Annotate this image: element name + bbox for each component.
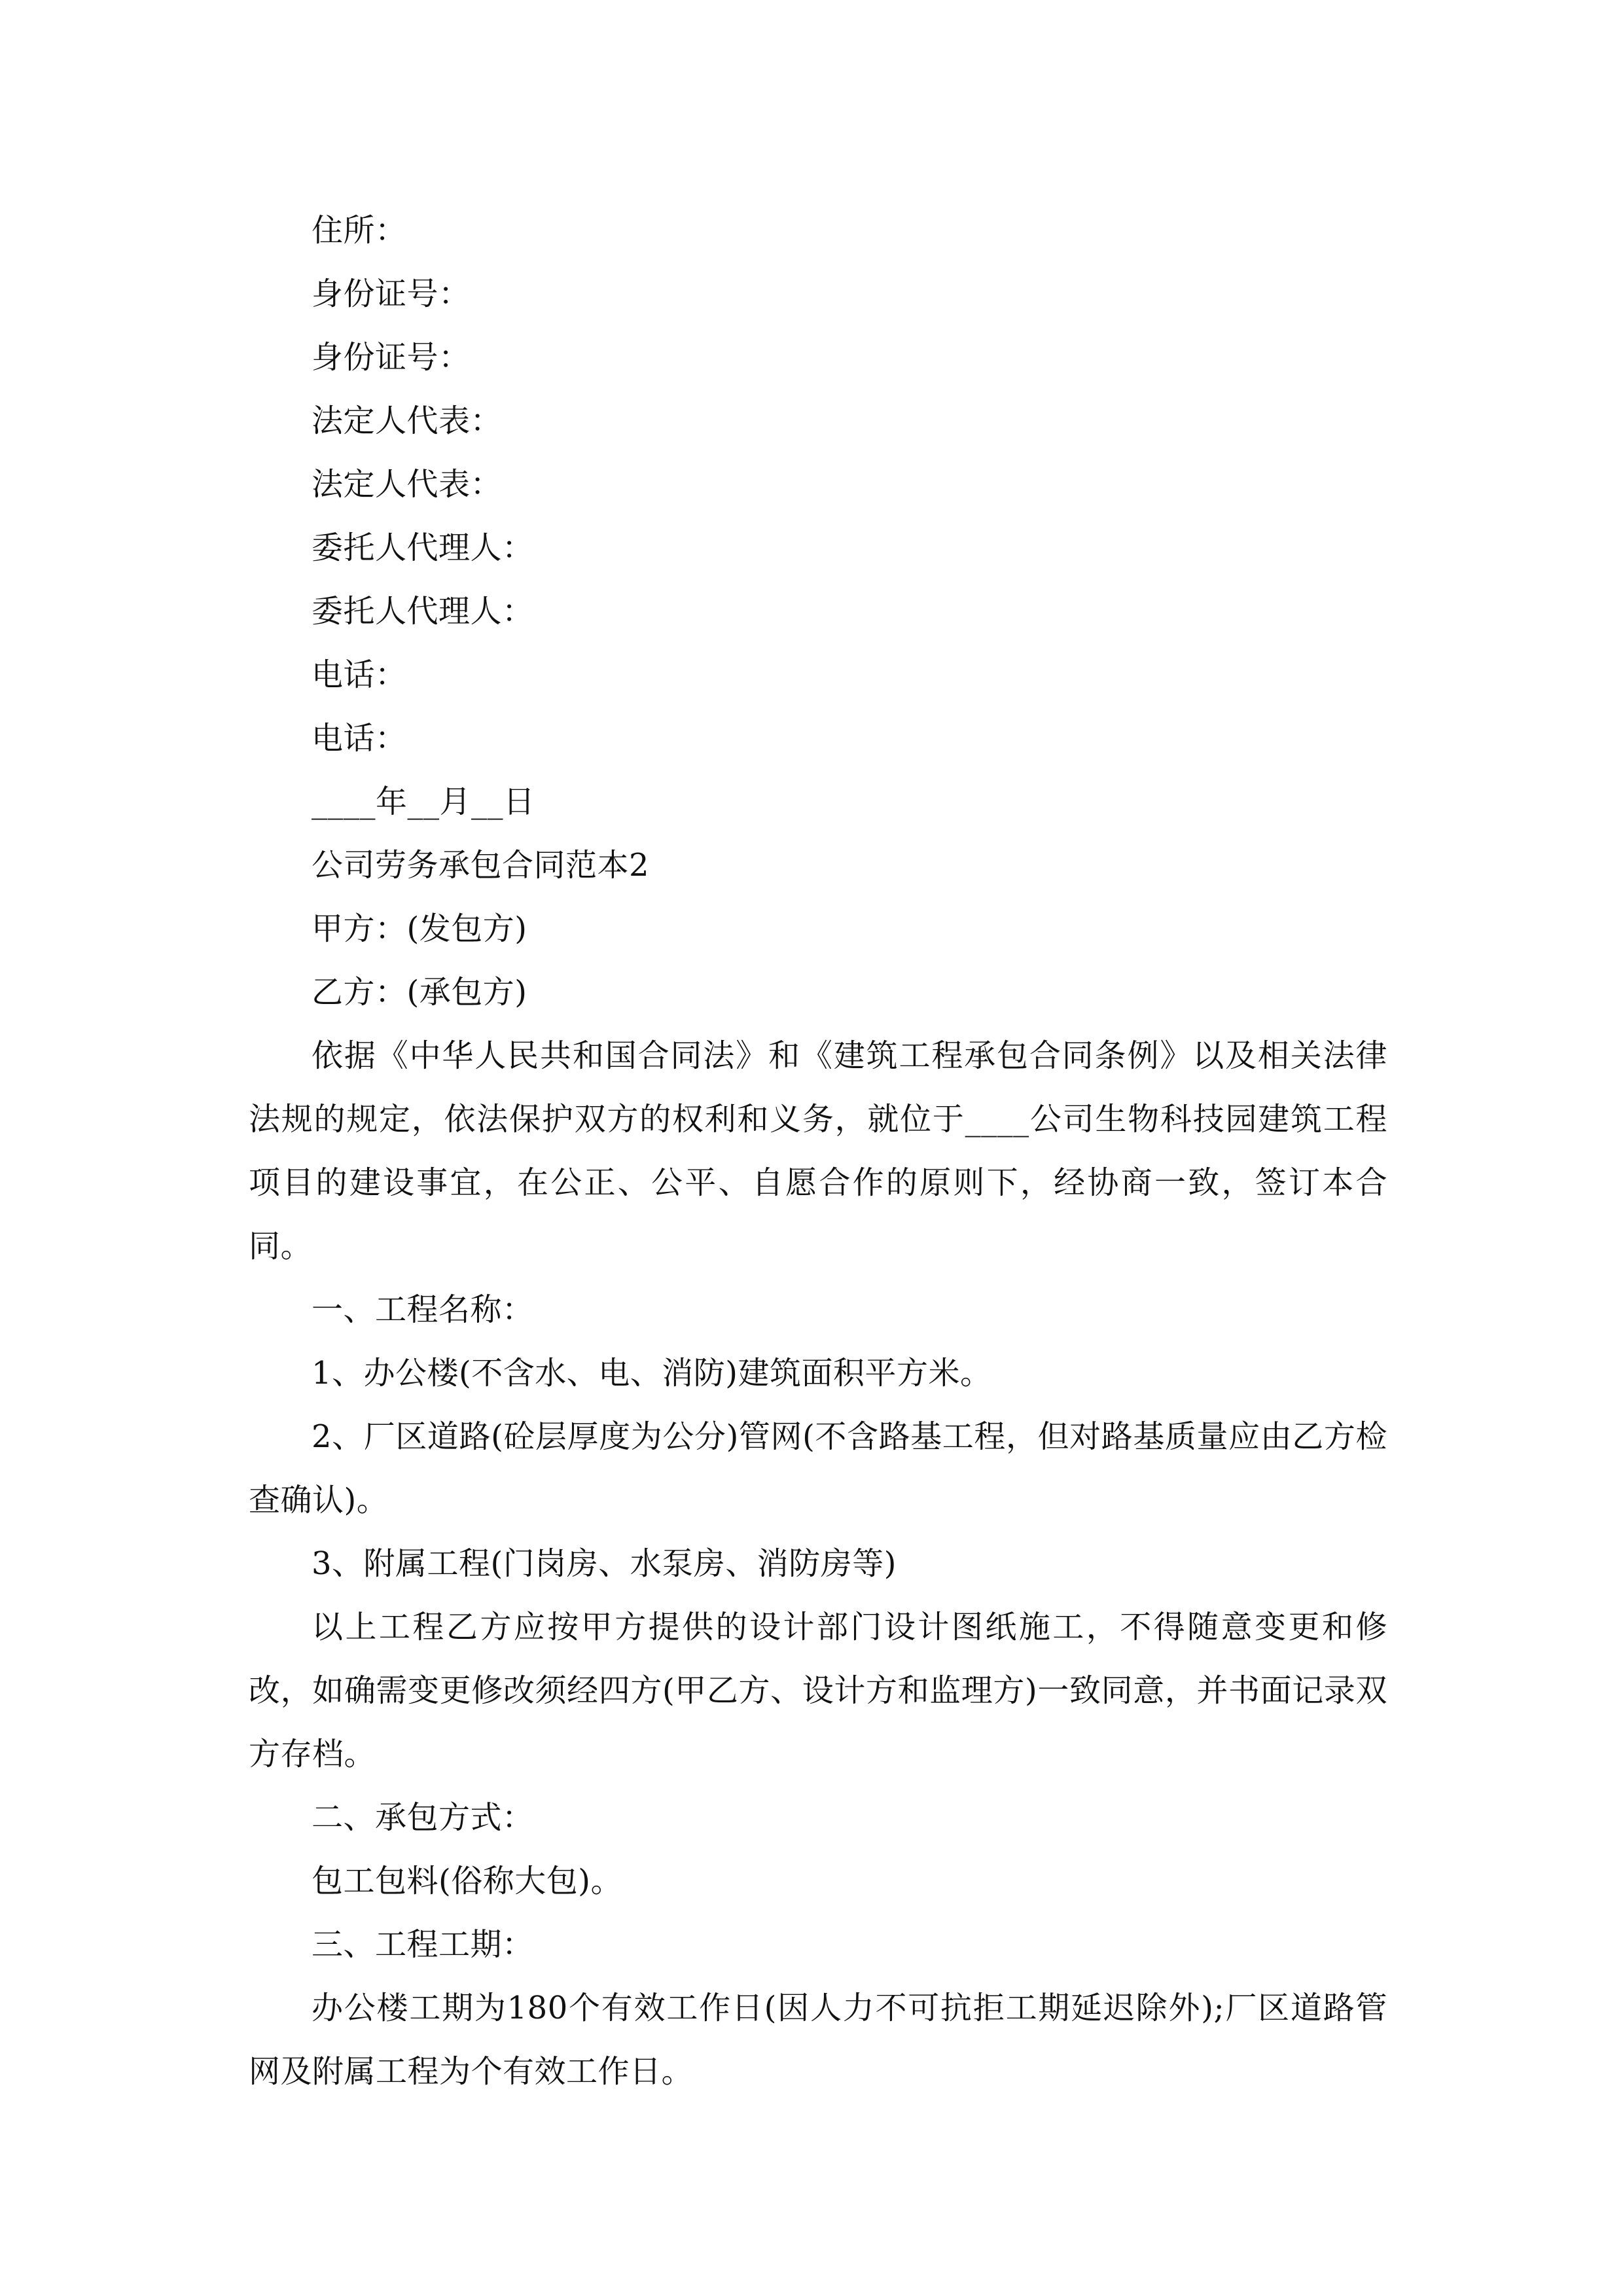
basis-paragraph: 依据《中华人民共和国合同法》和《建筑工程承包合同条例》以及相关法律法规的规定，依法保护双方的权利和义务，就位于____公司生物科技园建筑工程项目的建设事宜，在公正、公平、自愿合作的原则下，经协商一致，签订本合同。 xyxy=(249,1037,1387,1265)
item-auxiliary-works: 3、附属工程(门岗房、水泵房、消防房等) xyxy=(312,1545,897,1582)
schedule-paragraph: 办公楼工期为180个有效工作日(因人力不可抗拒工期延迟除外);厂区道路管网及附属工程为个有效工作日。 xyxy=(249,1990,1387,2090)
design-change-paragraph: 以上工程乙方应按甲方提供的设计部门设计图纸施工，不得随意变更和修改，如确需变更修改须经四方(甲乙方、设计方和监理方)一致同意，并书面记录双方存档。 xyxy=(249,1609,1387,1772)
id-number-line: 身份证号： xyxy=(312,339,471,376)
legal-representative-line: 法定人代表： xyxy=(312,466,503,503)
section-schedule-heading: 三、工程工期： xyxy=(312,1926,534,1963)
section-contract-mode-heading: 二、承包方式： xyxy=(312,1799,534,1836)
contract-title: 公司劳务承包合同范本2 xyxy=(312,847,650,884)
section-project-name-heading: 一、工程名称： xyxy=(312,1291,534,1328)
document-body xyxy=(249,199,1387,2104)
id-number-line: 身份证号： xyxy=(312,276,471,312)
phone-line: 电话： xyxy=(312,720,407,757)
legal-representative-line: 法定人代表： xyxy=(312,403,503,439)
item-road-pipeline: 2、厂区道路(砼层厚度为公分)管网(不含路基工程，但对路基质量应由乙方检查确认)。 xyxy=(249,1418,1387,1518)
party-a-line: 甲方：(发包方) xyxy=(312,910,527,947)
contract-mode-text: 包工包料(俗称大包)。 xyxy=(312,1863,622,1899)
authorized-agent-line: 委托人代理人： xyxy=(312,593,534,630)
address-line: 住所： xyxy=(312,212,407,249)
date-line: ____年__月__日 xyxy=(312,783,535,820)
phone-line: 电话： xyxy=(312,656,407,693)
authorized-agent-line: 委托人代理人： xyxy=(312,529,534,566)
party-b-line: 乙方：(承包方) xyxy=(312,974,527,1011)
item-office-building: 1、办公楼(不含水、电、消防)建筑面积平方米。 xyxy=(312,1355,992,1391)
